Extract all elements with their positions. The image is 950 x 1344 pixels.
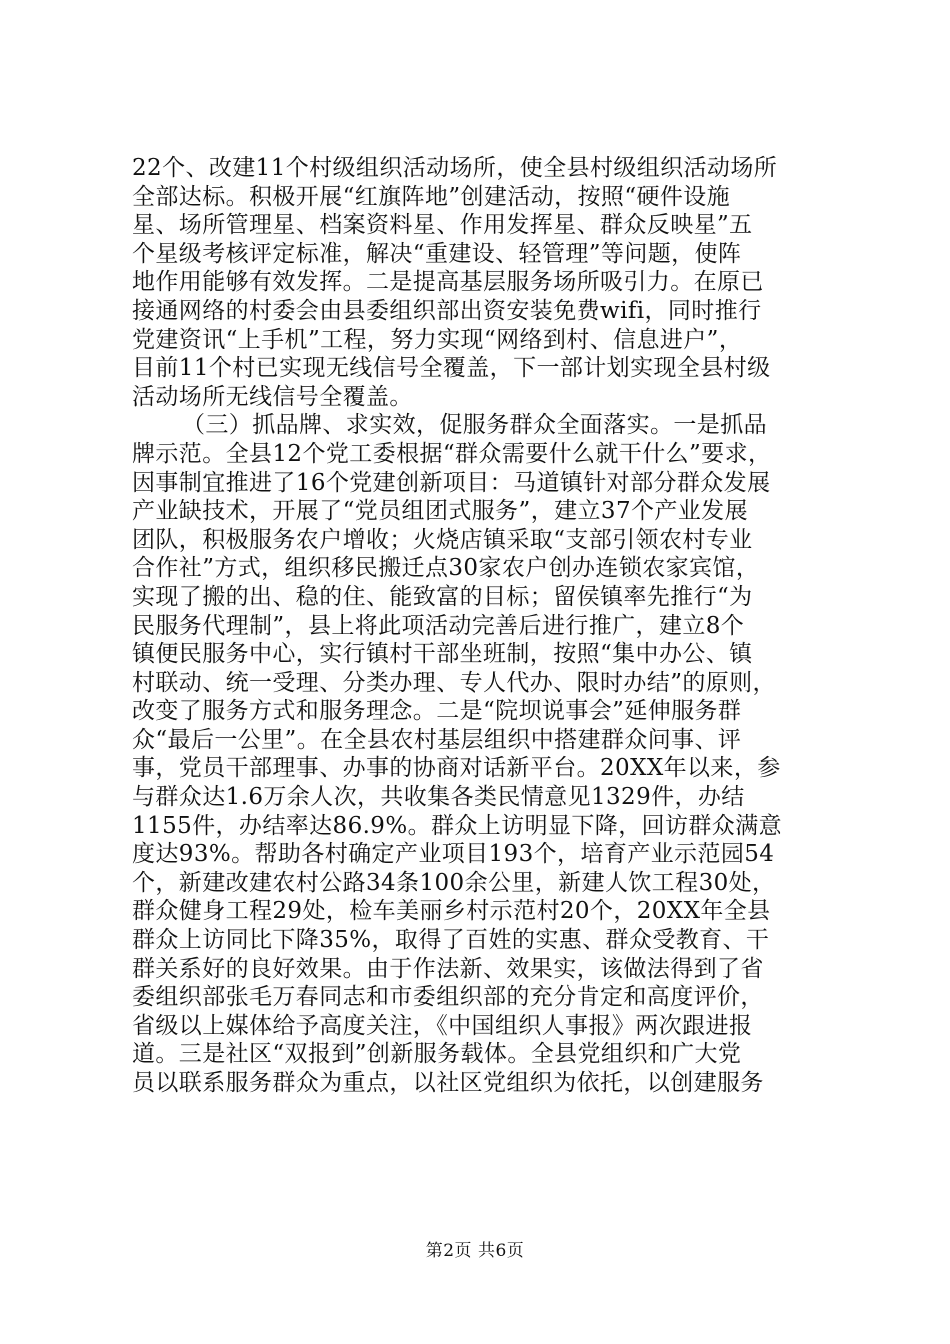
text-line: 接通网络的村委会由县委组织部出资安装免费wifi，同时推行 — [132, 297, 762, 324]
text-line: 22个、改建11个村级组织活动场所，使全县村级组织活动场所 — [132, 155, 778, 181]
text-line: 目前11个村已实现无线信号全覆盖，下一部计划实现全县村级 — [132, 355, 771, 382]
text-line: 众“最后一公里”。在全县农村基层组织中搭建群众问事、评 — [132, 726, 742, 753]
text-line: 度达93%。帮助各村确定产业项目193个，培育产业示范园54 — [132, 841, 775, 868]
text-line: 实现了搬的出、稳的住、能致富的目标；留侯镇率先推行“为 — [132, 583, 753, 610]
text-line: 事，党员干部理事、办事的协商对话新平台。20XX年以来，参 — [132, 755, 781, 782]
document-body — [132, 154, 832, 1098]
text-line: 因事制宜推进了16个党建创新项目：马道镇针对部分群众发展 — [132, 469, 771, 496]
text-line: 群关系好的良好效果。由于作法新、效果实，该做法得到了省 — [132, 955, 764, 982]
page-number-footer: 第2页 共6页 — [425, 1241, 525, 1261]
text-line: 镇便民服务中心，实行镇村干部坐班制，按照“集中办公、镇 — [132, 641, 753, 668]
text-line: 党建资讯“上手机”工程，努力实现“网络到村、信息进户”， — [132, 326, 743, 353]
text-line: 产业缺技术，开展了“党员组团式服务”，建立37个产业发展 — [132, 498, 748, 525]
text-line: 改变了服务方式和服务理念。二是“院坝说事会”延伸服务群 — [132, 698, 742, 725]
text-line: 与群众达1.6万余人次，共收集各类民情意见1329件，办结 — [132, 784, 745, 811]
text-line: 省级以上媒体给予高度关注，《中国组织人事报》两次跟进报 — [132, 1012, 753, 1039]
paragraph-start-line: （三）抓品牌、求实效，促服务群众全面落实。一是抓品 — [182, 412, 767, 439]
text-line: 全部达标。积极开展“红旗阵地”创建活动，按照“硬件设施 — [132, 183, 731, 210]
text-line: 委组织部张毛万春同志和市委组织部的充分肯定和高度评价， — [132, 984, 764, 1011]
text-line: 群众上访同比下降35%，取得了百姓的实惠、群众受教育、干 — [132, 927, 770, 954]
text-line: 活动场所无线信号全覆盖。 — [132, 383, 413, 410]
text-line: 群众健身工程29处，检车美丽乡村示范村20个，20XX年全县 — [132, 898, 771, 925]
text-line: 个，新建改建农村公路34条100余公里，新建人饮工程30处， — [132, 869, 776, 896]
text-line: 牌示范。全县12个党工委根据“群众需要什么就干什么”要求， — [132, 440, 772, 467]
text-line: 道。三是社区“双报到”创新服务载体。全县党组织和广大党 — [132, 1041, 742, 1068]
text-line: 星、场所管理星、档案资料星、作用发挥星、群众反映星”五 — [132, 212, 753, 239]
text-line: 团队，积极服务农户增收；火烧店镇采取“支部引领农村专业 — [132, 526, 753, 553]
text-line: 个星级考核评定标准，解决“重建设、轻管理”等问题，使阵 — [132, 240, 742, 267]
text-line: 员以联系服务群众为重点，以社区党组织为依托，以创建服务 — [132, 1070, 764, 1096]
text-line: 地作用能够有效发挥。二是提高基层服务场所吸引力。在原已 — [132, 269, 764, 296]
text-line: 民服务代理制”，县上将此项活动完善后进行推广，建立8个 — [132, 612, 745, 639]
text-line: 合作社”方式，组织移民搬迁点30家农户创办连锁农家宾馆， — [132, 555, 760, 582]
text-line: 1155件，办结率达86.9%。群众上访明显下降，回访群众满意 — [132, 812, 782, 839]
text-line: 村联动、统一受理、分类办理、专人代办、限时办结”的原则， — [132, 669, 776, 696]
